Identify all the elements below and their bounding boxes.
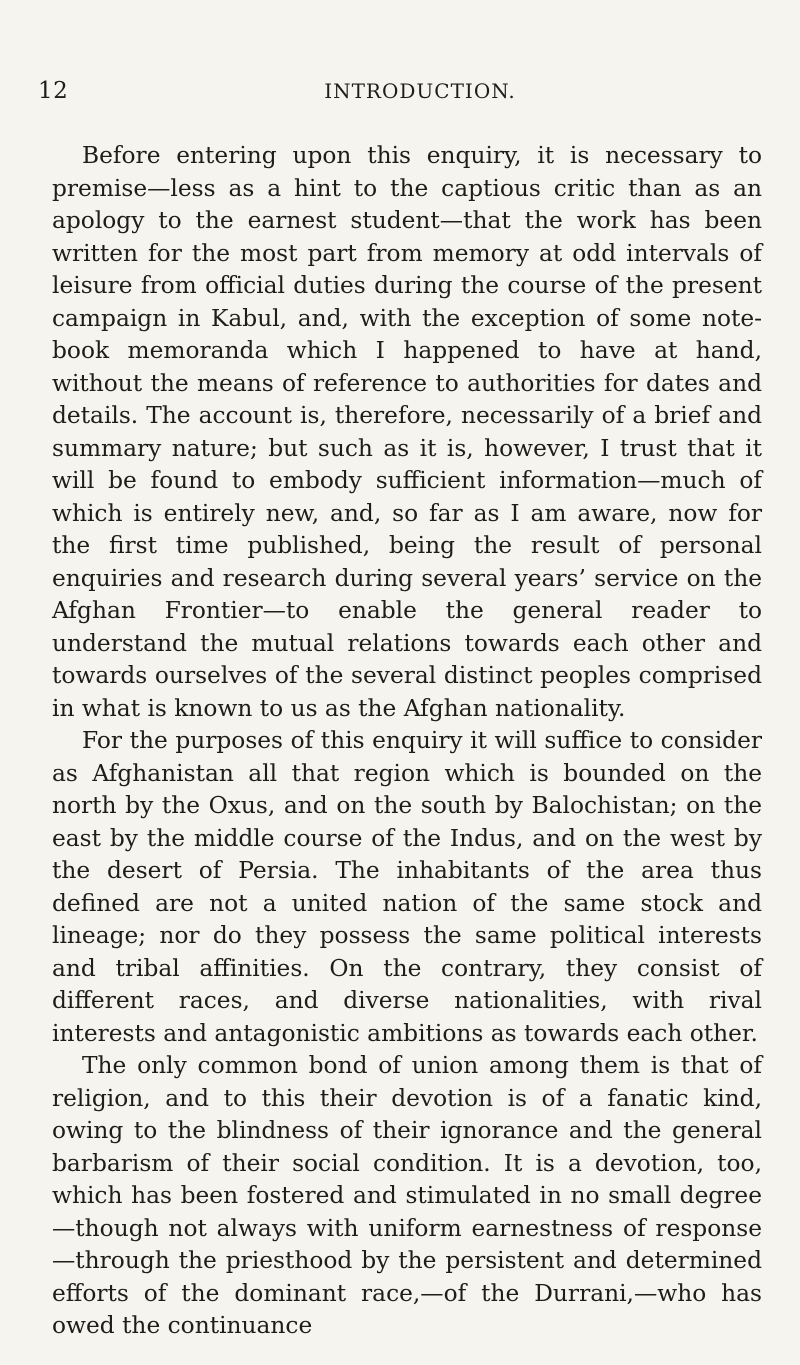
running-head: INTRODUCTION. bbox=[324, 79, 516, 103]
paragraph-1: Before entering upon this enquiry, it is necessary to premise—less as a hint to the captious critic than as an apology to the earnest student—that the work has been written for the most part from memory at odd intervals of leisure from official duties during the course of the present campaign in Kabul, and, with the exception of some note-book memoranda which I happened to have at hand, without the means of reference to authorities for dates and details. The account is, therefore, necessarily of a brief and summary nature; but such as it is, however, I trust that it will be found to embody sufficient information—much of which is entirely new, and, so far as I am aware, now for the first time published, being the result of personal enquiries and research during several years’ service on the Afghan Frontier—to enable the general reader to understand the mutual relations towards each other and towards ourselves of the several distinct peoples comprised in what is known to us as the Afghan nationality. bbox=[52, 142, 762, 722]
body-text bbox=[52, 140, 762, 1343]
paragraph-2: For the purposes of this enquiry it will suffice to consider as Afghanistan all that region which is bounded on the north by the Oxus, and on the south by Balochistan; on the east by the middle course of the Indus, and on the west by the desert of Persia. The inhabitants of the area thus defined are not a united nation of the same stock and lineage; nor do they possess the same political interests and tribal affinities. On the contrary, they consist of different races, and diverse nationalities, with rival interests and antagonistic ambitions as towards each other. bbox=[52, 727, 762, 1047]
page-number: 12 bbox=[38, 78, 69, 104]
paragraph-3: The only common bond of union among them is that of religion, and to this their devotion is of a fanatic kind, owing to the blindness of their ignorance and the general barbarism of their social condition. It is a devotion, too, which has been fostered and stimulated in no small degree—though not always with uniform earnestness of response—through the priesthood by the persistent and determined efforts of the dominant race,—of the Durrani,—who has owed the continuance bbox=[52, 1052, 762, 1339]
page-header bbox=[38, 78, 762, 114]
